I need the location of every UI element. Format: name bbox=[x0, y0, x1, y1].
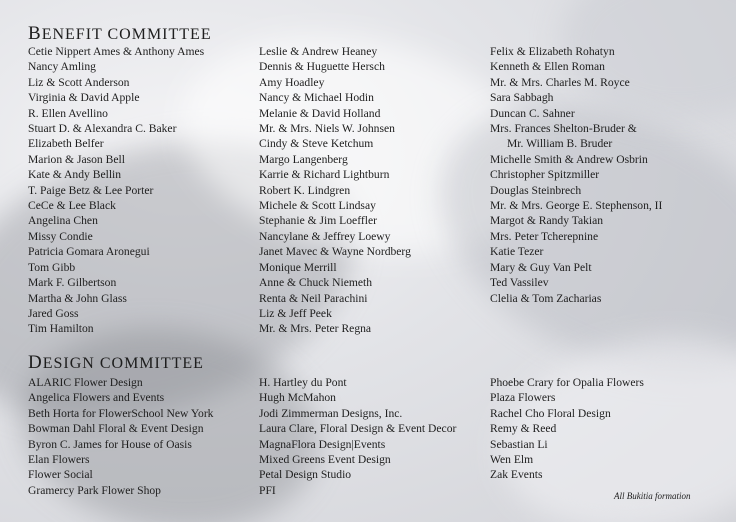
list-item: Liz & Jeff Peek bbox=[259, 306, 332, 320]
list-item: Kate & Andy Bellin bbox=[28, 168, 122, 182]
benefit-column-1 bbox=[28, 44, 204, 337]
list-item: Mr. & Mrs. Niels W. Johnsen bbox=[259, 122, 395, 136]
list-item: Robert K. Lindgren bbox=[259, 183, 351, 197]
list-item: Mark F. Gilbertson bbox=[28, 276, 117, 290]
list-item: Mr. & Mrs. Peter Regna bbox=[259, 322, 372, 336]
photo-credit: All Bukitia formation bbox=[614, 491, 691, 501]
list-item: Michelle Smith & Andrew Osbrin bbox=[490, 152, 648, 166]
list-item: Monique Merrill bbox=[259, 260, 337, 274]
design-committee-heading: DESIGN COMMITTEE bbox=[28, 352, 204, 373]
list-item: Mary & Guy Van Pelt bbox=[490, 260, 592, 274]
list-item: Christopher Spitzmiller bbox=[490, 168, 600, 182]
list-item: Sara Sabbagh bbox=[490, 91, 554, 105]
list-item: T. Paige Betz & Lee Porter bbox=[28, 183, 154, 197]
design-column-3 bbox=[490, 375, 644, 483]
list-item: Margot & Randy Takian bbox=[490, 214, 604, 228]
list-item: Byron C. James for House of Oasis bbox=[28, 437, 192, 451]
list-item: Angelina Chen bbox=[28, 214, 98, 228]
list-item: Renta & Neil Parachini bbox=[259, 291, 368, 305]
list-item: Laura Clare, Floral Design & Event Decor bbox=[259, 422, 457, 436]
list-item: Angelica Flowers and Events bbox=[28, 391, 165, 405]
list-item: Amy Hoadley bbox=[259, 75, 325, 89]
list-item: Elizabeth Belfer bbox=[28, 137, 104, 151]
design-column-1 bbox=[28, 375, 213, 498]
list-item: Nancy & Michael Hodin bbox=[259, 91, 374, 105]
list-item: Cetie Nippert Ames & Anthony Ames bbox=[28, 45, 205, 58]
list-item: Marion & Jason Bell bbox=[28, 152, 125, 166]
list-item: Zak Events bbox=[490, 468, 543, 482]
list-item: H. Hartley du Pont bbox=[259, 376, 347, 389]
list-item: Anne & Chuck Niemeth bbox=[259, 276, 373, 290]
list-item: Missy Condie bbox=[28, 229, 93, 243]
list-item: Jared Goss bbox=[28, 306, 79, 320]
list-item: MagnaFlora Design|Events bbox=[259, 437, 386, 451]
benefit-committee-heading: BENEFIT COMMITTEE bbox=[28, 23, 212, 44]
list-item: Virginia & David Apple bbox=[28, 91, 140, 105]
list-item: Janet Mavec & Wayne Nordberg bbox=[259, 245, 411, 259]
list-item: Rachel Cho Floral Design bbox=[490, 406, 611, 420]
list-item: R. Ellen Avellino bbox=[28, 106, 108, 120]
list-item: Stuart D. & Alexandra C. Baker bbox=[28, 122, 177, 136]
list-item: Karrie & Richard Lightburn bbox=[259, 168, 390, 182]
list-item: Martha & John Glass bbox=[28, 291, 127, 305]
list-item: Hugh McMahon bbox=[259, 391, 336, 405]
list-item: Mr. & Mrs. George E. Stephenson, II bbox=[490, 199, 663, 213]
list-item: Duncan C. Sahner bbox=[490, 106, 575, 120]
list-item: Nancy Amling bbox=[28, 60, 96, 74]
design-column-2 bbox=[259, 375, 456, 498]
list-item: Kenneth & Ellen Roman bbox=[490, 60, 605, 74]
list-item: Phoebe Crary for Opalia Flowers bbox=[490, 376, 644, 389]
list-item: Wen Elm bbox=[490, 453, 534, 467]
list-item: Mrs. Peter Tcherepnine bbox=[490, 229, 599, 243]
list-item: Plaza Flowers bbox=[490, 391, 556, 405]
list-item: Katie Tezer bbox=[490, 245, 544, 259]
list-item: Sebastian Li bbox=[490, 437, 548, 451]
list-item: ALARIC Flower Design bbox=[28, 376, 143, 389]
list-item: Patricia Gomara Aronegui bbox=[28, 245, 150, 259]
list-item: Mr. & Mrs. Charles M. Royce bbox=[490, 75, 630, 89]
list-item: Melanie & David Holland bbox=[259, 106, 381, 120]
list-item: PFI bbox=[259, 483, 276, 497]
list-item: Michele & Scott Lindsay bbox=[259, 199, 376, 213]
list-item: Felix & Elizabeth Rohatyn bbox=[490, 45, 615, 58]
list-item: Leslie & Andrew Heaney bbox=[259, 45, 378, 58]
list-item: Mixed Greens Event Design bbox=[259, 453, 391, 467]
benefit-column-3 bbox=[490, 44, 662, 306]
list-item: Mr. William B. Bruder bbox=[507, 137, 613, 151]
benefit-column-2 bbox=[259, 44, 411, 337]
list-item: Tom Gibb bbox=[28, 260, 76, 274]
list-item: Flower Social bbox=[28, 468, 93, 482]
list-item: Mrs. Frances Shelton-Bruder & bbox=[490, 122, 637, 136]
list-item: Stephanie & Jim Loeffler bbox=[259, 214, 377, 228]
list-item: Elan Flowers bbox=[28, 453, 90, 467]
list-item: Clelia & Tom Zacharias bbox=[490, 291, 602, 305]
list-item: Douglas Steinbrech bbox=[490, 183, 582, 197]
list-item: Margo Langenberg bbox=[259, 152, 348, 166]
list-item: Ted Vassilev bbox=[490, 276, 549, 290]
list-item: Gramercy Park Flower Shop bbox=[28, 483, 161, 497]
list-item: Petal Design Studio bbox=[259, 468, 352, 482]
list-item: Cindy & Steve Ketchum bbox=[259, 137, 374, 151]
list-item: Liz & Scott Anderson bbox=[28, 75, 130, 89]
list-item: Tim Hamilton bbox=[28, 322, 94, 336]
list-item: Jodi Zimmerman Designs, Inc. bbox=[259, 406, 403, 420]
list-item: Remy & Reed bbox=[490, 422, 557, 436]
list-item: Beth Horta for FlowerSchool New York bbox=[28, 406, 214, 420]
list-item: Bowman Dahl Floral & Event Design bbox=[28, 422, 204, 436]
list-item: CeCe & Lee Black bbox=[28, 199, 116, 213]
list-item: Dennis & Huguette Hersch bbox=[259, 60, 385, 74]
list-item: Nancylane & Jeffrey Loewy bbox=[259, 229, 391, 243]
